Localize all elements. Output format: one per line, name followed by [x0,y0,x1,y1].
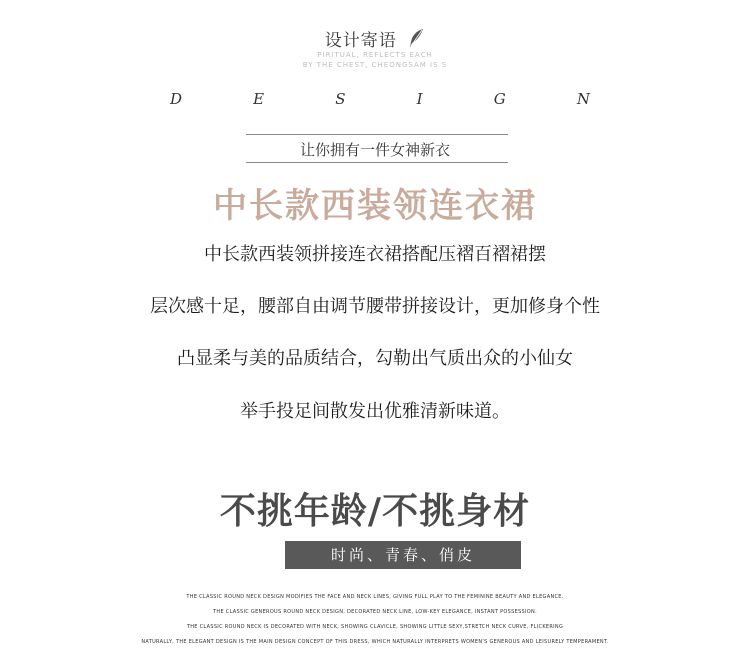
design-letter: N [576,90,590,108]
design-letter: E [253,90,265,108]
description-line: 中长款西装领拼接连衣裙搭配压褶百褶裙摆 [204,244,546,265]
description-line: 举手投足间散发出优雅清新味道。 [240,401,510,422]
tagline-rule-bottom [246,162,508,163]
fine-print-line: THE CLASSIC GENEROUS ROUND NECK DESIGN, DECORATED NECK LINE, LOW-KEY ELEGANCE, INSTANT POSSESSION. [213,609,537,615]
description-line: 层次感十足，腰部自由调节腰带拼接设计，更加修身个性 [150,296,600,317]
tagline: 让你拥有一件女神新衣 [299,141,450,159]
header-subtitle-2: BY THE CHEST, CHEONGSAM IS S [302,61,448,69]
style-banner: 时尚、青春、俏皮 [285,541,521,569]
design-letters [170,90,590,108]
slogan: 不挑年龄/不挑身材 [219,491,531,532]
fine-print-line: THE CLASSIC ROUND NECK IS DECORATED WITH NECK, SHOWING CLAVICLE, SHOWING LITTLE SEXY,STRETCH NECK CURVE, FLICKERING [186,624,564,630]
description-line: 凸显柔与美的品质结合，勾勒出气质出众的小仙女 [177,348,573,369]
fine-print-line: NATURALLY, THE ELEGANT DESIGN IS THE MAIN DESIGN CONCEPT OF THIS DRESS, WHICH NATURALLY INTERPRETS WOMEN'S GENEROUS AND LEISURELY TEMPERAMENT. [141,639,609,645]
header-title-text: 设计寄语 [324,31,397,51]
design-letter: D [170,90,183,108]
tagline-rule-top [246,134,508,135]
header-subtitle-1: PIRITUAL, REFLECTS EACH [317,51,433,59]
product-title: 中长款西装领连衣裙 [213,186,537,226]
design-letter: I [416,90,423,108]
design-letter: G [493,90,506,108]
design-letter: S [335,90,346,108]
fine-print-line: THE CLASSIC ROUND NECK DESIGN MODIFIES THE FACE AND NECK LINES, GIVING FULL PLAY TO THE FEMININE BEAUTY AND ELEGANCE. [186,594,564,600]
